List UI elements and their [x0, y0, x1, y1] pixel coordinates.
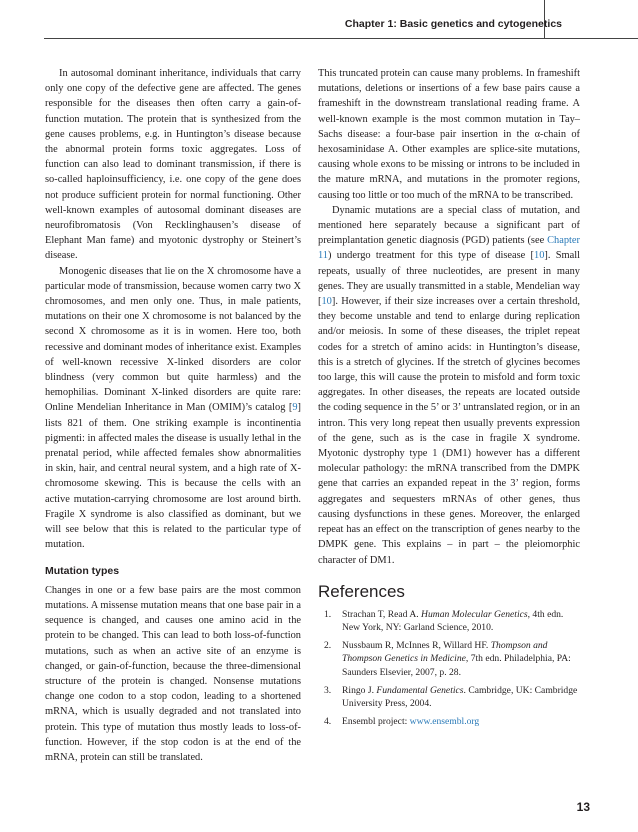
section-heading-mutation-types: Mutation types: [45, 564, 120, 577]
paragraph-dynamic-mutations: [318, 203, 580, 568]
reference-title: Thompson and Thompson Genetics in Medicine: [342, 640, 548, 665]
reference-list: [318, 608, 580, 729]
reference-authors: Ringo J.: [342, 684, 377, 696]
reference-item: [318, 715, 580, 728]
reference-item: [318, 608, 580, 634]
references-heading: References: [318, 581, 405, 601]
citation-link[interactable]: 10: [321, 296, 332, 308]
reference-item: [318, 684, 580, 710]
reference-item: [318, 639, 580, 679]
reference-authors: Ensembl project:: [342, 716, 410, 728]
reference-details: , 4th edn. New York, NY: Garland Science, 2010.: [342, 608, 564, 633]
text-segment: ]. Small repeats, usually of three nucleotides, are present in many genes. They are usually transmitted in a stable, Mendelian way [: [318, 250, 580, 308]
reference-number: 1.: [324, 608, 332, 620]
reference-title: Fundamental Genetics: [376, 684, 464, 696]
reference-text: [342, 608, 580, 634]
reference-details: , 7th edn. Philadelphia, PA: Saunders Elsevier, 2007, p. 28.: [342, 653, 571, 678]
reference-authors: Nussbaum R, McInnes R, Willard HF.: [342, 640, 491, 652]
ensembl-link[interactable]: www.ensembl.org: [409, 716, 480, 728]
text-segment: ]. However, if their size increases over a certain threshold, they become unstable and tend to enlarge during replication and/or meiosis. In some of these diseases, the triplet repeat codes for a stretch of amino acids: in Huntington’s disease, this is a stretch of glycines. If the stretch of glycines becomes too large, this will cause the protein to misfold and form toxic aggregates. In other diseases, the repeats are located outside the coding sequence in the 5’ or 3’ untranslated region, or in an intron. This very long repeat then usually prevents expression of the gene, such as is the case in fragile X syndrome. Myotonic dystrophy type 1 (DM1) however has a different molecular pathology: the mRNA transcribed from the DMPK gene that carries an expanded repeat in the 3’ region, forms aggregates and sequesters mRNAs of other genes, thus causing dysfunctions in these genes. Moreover, the enlarged repeat has an effect on the transcription of genes nearby to the DMPK gene. This explains – in part – the pleiomorphic character of DM1.: [318, 296, 580, 566]
reference-number: 3.: [324, 684, 332, 696]
reference-title: Human Molecular Genetics: [421, 608, 528, 620]
text-segment: ] lists 821 of them. One striking example is incontinentia pigmenti: in affected males the disease is usually lethal in the prenatal period, while affected females show abnormalities in skin, hair, and central neural system, and a high rate of X-chromosome skewing. This is because the cells with an active mutation-carrying chromosome are lost around birth. Fragile X syndrome is also classified as dominant, but we will see below that this is related to the particular type of mutation.: [45, 402, 301, 551]
paragraph-autosomal-dominant: In autosomal dominant inheritance, individuals that carry only one copy of the defective gene are affected. The genes responsible for the diseases then often carry a gain-of-function mutation. The protein that is synthesized from the gene causes problems, e.g. in Huntington’s disease because the abnormal protein forms toxic aggregates. Loss of function can also lead to dominant transmission, if there is so-called haploinsufficiency, i.e. one copy of the gene does not produce sufficient protein for normal functioning. Other well-known examples of autosomal dominant diseases are neurofibromatosis (Von Recklinghausen’s disease of Elephant Man fame) and myotonic dystrophy or Steinert’s disease.: [45, 68, 301, 262]
text-segment: ) undergo treatment for this type of disease [: [328, 250, 535, 262]
running-header: [0, 0, 638, 46]
paragraph-truncated-protein: This truncated protein can cause many problems. In frameshift mutations, deletions or insertions of a few base pairs cause a frameshift in the downstream translational reading frame. A well-known example is the most common mutation in Tay–Sachs disease: a four-base pair insertion in the α-chain of hexosaminidase A. Other examples are splice-site mutations, causing whole exons to be missing or introns to be included in the mature mRNA, and mutations in the promoter regions, causing too little or too much of the mRNA to be transcribed.: [318, 68, 580, 201]
reference-authors: Strachan T, Read A.: [342, 608, 422, 620]
chapter-title: Chapter 1: Basic genetics and cytogenetics: [344, 18, 562, 30]
left-column: [45, 66, 301, 765]
reference-text: [342, 684, 580, 710]
page-number: 13: [576, 800, 590, 814]
reference-text: [342, 715, 580, 728]
reference-number: 4.: [324, 716, 332, 728]
citation-link[interactable]: 9: [292, 402, 298, 414]
citation-link[interactable]: 10: [534, 250, 545, 262]
reference-text: [342, 639, 580, 679]
chapter-link[interactable]: Chapter 11: [318, 235, 580, 262]
right-column: [318, 66, 580, 733]
text-segment: Monogenic diseases that lie on the X chromosome have a particular mode of transmission, because women carry two X chromosomes, and men only one. Thus, in male patients, mutations on their one X chromosome is not balanced by the second X chromosome as it is in women. Here too, both recessive and dominant modes of inheritance exist. Examples of well-known recessive X-linked disorders are color blindness (very common but quite harmless) and the hemophilias. Dominant X-linked disorders are quite rare: Online Mendelian Inheritance in Man (OMIM)’s catalog [: [45, 265, 301, 414]
header-rule: [44, 38, 638, 39]
reference-details: . Cambridge, UK: Cambridge University Press, 2004.: [342, 684, 578, 709]
text-segment: Dynamic mutations are a special class of mutation, and mentioned here separately because a significant part of preimplantation genetic diagnosis (PGD) patients (see: [318, 204, 580, 247]
paragraph-mutation-types: Changes in one or a few base pairs are the most common mutations. A missense mutation means that one base pair in a sequence is changed, and causes one amino acid in the protein to be changed. This can lead to both loss-of-function mutations, such as when an active site of an enzyme is changed, or gain-of-function, because the three-dimensional structure of the protein is changed. Nonsense mutations change one codon to a stop codon, leading to a shortened mRNA, which is usually degraded and not translated into protein. This type of mutation thus mostly leads to loss-of-function. However, if the stop codon is at the end of the mRNA, protein can still be translated.: [45, 584, 301, 763]
reference-number: 2.: [324, 640, 332, 652]
paragraph-x-linked: [45, 264, 301, 553]
